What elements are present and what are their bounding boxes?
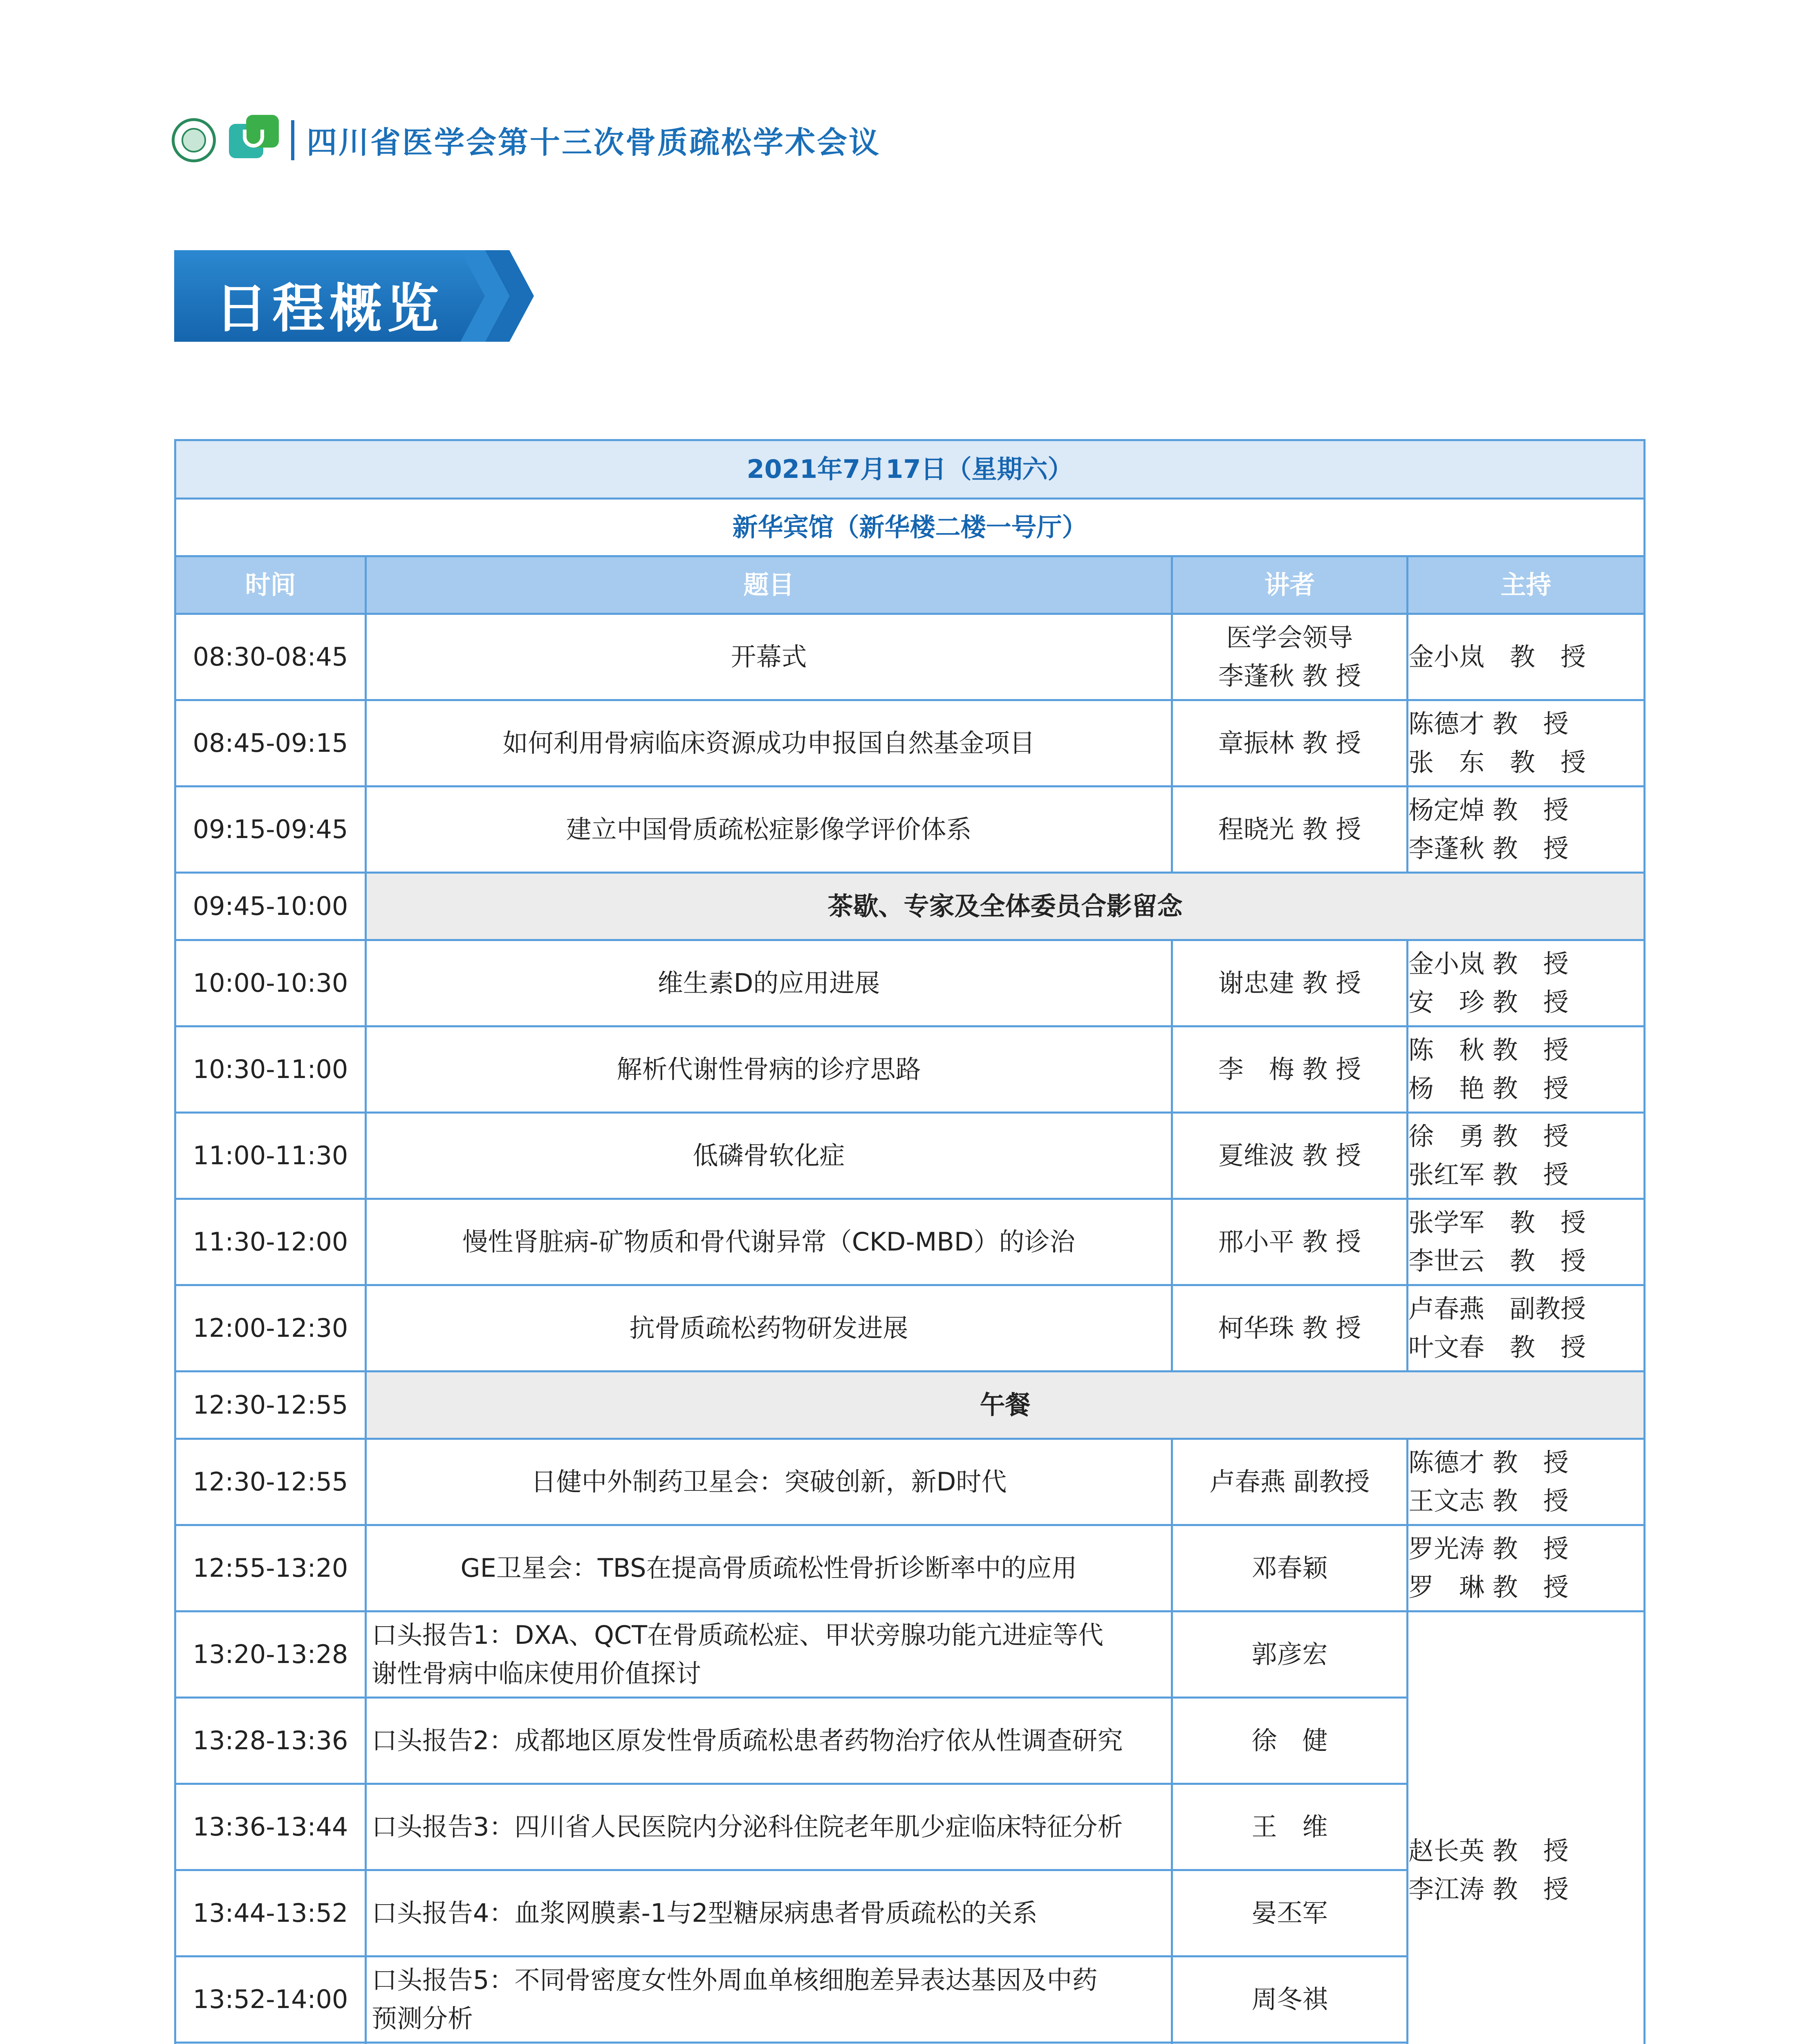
speaker-line: 李蓬秋 教 授 xyxy=(1218,661,1361,691)
session-row xyxy=(175,1611,1645,1698)
column-header-speaker: 讲者 xyxy=(1172,556,1408,614)
session-topic: 解析代谢性骨病的诊疗思路 xyxy=(366,1026,1172,1113)
session-chair xyxy=(1408,1026,1645,1113)
session-chair xyxy=(1408,700,1645,787)
topic-line: 口头报告3：四川省人民医院内分泌科住院老年肌少症临床特征分析 xyxy=(372,1812,1123,1842)
chair-line: 杨 艳 教 授 xyxy=(1408,1074,1569,1103)
session-topic xyxy=(366,1870,1172,1957)
session-row xyxy=(175,787,1645,873)
session-topic xyxy=(366,1698,1172,1784)
session-row xyxy=(175,1113,1645,1199)
session-time: 13:52-14:00 xyxy=(175,1957,366,2043)
session-row xyxy=(175,940,1645,1026)
session-time: 12:00-12:30 xyxy=(175,1285,366,1372)
conference-logo-icon xyxy=(229,115,280,166)
page-header xyxy=(172,114,881,167)
chair-line: 金小岚 教 授 xyxy=(1408,949,1569,979)
session-time: 13:36-13:44 xyxy=(175,1784,366,1870)
chair-line: 李世云 教 授 xyxy=(1408,1246,1586,1276)
speaker-line: 程晓光 教 授 xyxy=(1218,814,1361,844)
session-speaker xyxy=(1172,1611,1408,1698)
session-time: 10:30-11:00 xyxy=(175,1026,366,1113)
chair-line: 张红军 教 授 xyxy=(1408,1160,1569,1190)
session-speaker xyxy=(1172,2043,1408,2044)
column-header-row xyxy=(175,556,1645,614)
topic-line: 预测分析 xyxy=(372,2004,473,2033)
session-time: 11:00-11:30 xyxy=(175,1113,366,1199)
header-divider xyxy=(291,120,294,160)
section-banner xyxy=(174,250,534,342)
session-speaker xyxy=(1172,1784,1408,1870)
session-speaker xyxy=(1172,1957,1408,2043)
speaker-line: 卢春燕 副教授 xyxy=(1209,1467,1370,1497)
session-topic xyxy=(366,1957,1172,2043)
break-label: 茶歇、专家及全体委员合影留念 xyxy=(366,873,1645,940)
chair-line: 卢春燕 副教授 xyxy=(1408,1294,1586,1324)
session-speaker xyxy=(1172,787,1408,873)
session-row xyxy=(175,700,1645,787)
speaker-line: 章振林 教 授 xyxy=(1218,728,1361,758)
session-speaker xyxy=(1172,1698,1408,1784)
schedule-date: 2021年7月17日（星期六） xyxy=(175,440,1645,499)
session-topic: 低磷骨软化症 xyxy=(366,1113,1172,1199)
session-topic: 建立中国骨质疏松症影像学评价体系 xyxy=(366,787,1172,873)
session-row xyxy=(175,1285,1645,1372)
session-chair xyxy=(1408,1525,1645,1611)
session-topic xyxy=(366,1611,1172,1698)
column-header-topic: 题目 xyxy=(366,556,1172,614)
chair-line: 李江涛 教 授 xyxy=(1408,1874,1569,1904)
topic-line: 谢性骨病中临床使用价值探讨 xyxy=(372,1659,702,1688)
speaker-line: 郭彦宏 xyxy=(1251,1639,1328,1669)
break-label: 午餐 xyxy=(366,1372,1645,1439)
session-topic: GE卫星会：TBS在提高骨质疏松性骨折诊断率中的应用 xyxy=(366,1525,1172,1611)
session-time: 13:20-13:28 xyxy=(175,1611,366,1698)
speaker-line: 邓春颖 xyxy=(1251,1553,1328,1583)
session-speaker xyxy=(1172,1285,1408,1372)
session-topic: 慢性肾脏病-矿物质和骨代谢异常（CKD-MBD）的诊治 xyxy=(366,1199,1172,1285)
speaker-line: 谢忠建 教 授 xyxy=(1218,968,1361,998)
schedule-table xyxy=(174,439,1646,2044)
session-chair xyxy=(1408,940,1645,1026)
session-time: 12:55-13:20 xyxy=(175,1525,366,1611)
session-speaker xyxy=(1172,1113,1408,1199)
session-time: 09:15-09:45 xyxy=(175,787,366,873)
speaker-line: 晏丕军 xyxy=(1251,1898,1328,1928)
speaker-line: 王 维 xyxy=(1251,1812,1328,1842)
chair-line: 陈德才 教 授 xyxy=(1408,709,1569,739)
topic-line: 口头报告4：血浆网膜素-1与2型糖尿病患者骨质疏松的关系 xyxy=(372,1898,1038,1928)
session-time: 08:30-08:45 xyxy=(175,614,366,700)
chair-line: 张 东 教 授 xyxy=(1408,747,1586,777)
session-row xyxy=(175,1439,1645,1525)
session-time: 10:00-10:30 xyxy=(175,940,366,1026)
conference-title: 四川省医学会第十三次骨质疏松学术会议 xyxy=(307,125,881,160)
session-time: 11:30-12:00 xyxy=(175,1199,366,1285)
session-chair xyxy=(1408,787,1645,873)
topic-line: 口头报告1：DXA、QCT在骨质疏松症、甲状旁腺功能亢进症等代 xyxy=(372,1620,1104,1650)
speaker-line: 夏维波 教 授 xyxy=(1218,1141,1361,1170)
session-speaker xyxy=(1172,1026,1408,1113)
session-topic xyxy=(366,1784,1172,1870)
chair-line: 陈 秋 教 授 xyxy=(1408,1035,1569,1065)
session-row xyxy=(175,1026,1645,1113)
section-title: 日程概览 xyxy=(215,278,444,339)
session-speaker xyxy=(1172,1199,1408,1285)
session-topic: 开幕式 xyxy=(366,614,1172,700)
break-row xyxy=(175,873,1645,940)
society-emblem-icon xyxy=(172,118,216,162)
chair-line: 王文志 教 授 xyxy=(1408,1486,1569,1516)
speaker-line: 李 梅 教 授 xyxy=(1218,1054,1361,1084)
session-time: 09:45-10:00 xyxy=(175,873,366,940)
session-row xyxy=(175,1199,1645,1285)
session-time: 13:28-13:36 xyxy=(175,1698,366,1784)
session-row xyxy=(175,614,1645,700)
session-topic: 维生素D的应用进展 xyxy=(366,940,1172,1026)
session-row xyxy=(175,1525,1645,1611)
chair-line: 张学军 教 授 xyxy=(1408,1208,1586,1237)
session-speaker xyxy=(1172,700,1408,787)
chair-line: 罗 琳 教 授 xyxy=(1408,1572,1569,1602)
session-chair xyxy=(1408,1285,1645,1372)
session-speaker xyxy=(1172,1525,1408,1611)
chair-line: 罗光涛 教 授 xyxy=(1408,1534,1569,1564)
session-topic: 日健中外制药卫星会：突破创新，新D时代 xyxy=(366,1439,1172,1525)
chair-line: 赵长英 教 授 xyxy=(1408,1836,1569,1866)
session-chair xyxy=(1408,614,1645,700)
session-time: 12:30-12:55 xyxy=(175,1372,366,1439)
topic-line: 口头报告5：不同骨密度女性外周血单核细胞差异表达基因及中药 xyxy=(372,1965,1098,1995)
session-chair xyxy=(1408,1113,1645,1199)
date-row xyxy=(175,440,1645,499)
chair-line: 金小岚 教 授 xyxy=(1408,642,1586,672)
chair-line: 叶文春 教 授 xyxy=(1408,1332,1586,1362)
session-chair xyxy=(1408,1439,1645,1525)
chair-line: 徐 勇 教 授 xyxy=(1408,1121,1569,1151)
session-time xyxy=(175,2043,366,2044)
chair-line: 安 珍 教 授 xyxy=(1408,987,1569,1017)
session-topic: 如何利用骨病临床资源成功申报国自然基金项目 xyxy=(366,700,1172,787)
session-topic xyxy=(366,2043,1172,2044)
session-topic: 抗骨质疏松药物研发进展 xyxy=(366,1285,1172,1372)
session-time: 12:30-12:55 xyxy=(175,1439,366,1525)
session-time: 13:44-13:52 xyxy=(175,1870,366,1957)
column-header-chair: 主持 xyxy=(1408,556,1645,614)
speaker-line: 柯华珠 教 授 xyxy=(1218,1313,1361,1343)
break-row xyxy=(175,1372,1645,1439)
topic-line: 口头报告2：成都地区原发性骨质疏松患者药物治疗依从性调查研究 xyxy=(372,1726,1123,1755)
chair-line: 陈德才 教 授 xyxy=(1408,1448,1569,1477)
session-speaker xyxy=(1172,1870,1408,1957)
session-chair xyxy=(1408,1199,1645,1285)
session-speaker xyxy=(1172,614,1408,700)
session-time: 08:45-09:15 xyxy=(175,700,366,787)
venue-row xyxy=(175,499,1645,556)
speaker-line: 医学会领导 xyxy=(1226,623,1353,652)
chair-line: 杨定焯 教 授 xyxy=(1408,795,1569,825)
column-header-time: 时间 xyxy=(175,556,366,614)
speaker-line: 周冬祺 xyxy=(1251,1984,1328,2014)
speaker-line: 徐 健 xyxy=(1251,1726,1328,1755)
schedule-venue: 新华宾馆（新华楼二楼一号厅） xyxy=(175,499,1645,556)
session-speaker xyxy=(1172,940,1408,1026)
speaker-line: 邢小平 教 授 xyxy=(1218,1227,1361,1257)
chair-line: 李蓬秋 教 授 xyxy=(1408,834,1569,863)
oral-session-chair xyxy=(1408,1611,1645,2044)
session-speaker xyxy=(1172,1439,1408,1525)
